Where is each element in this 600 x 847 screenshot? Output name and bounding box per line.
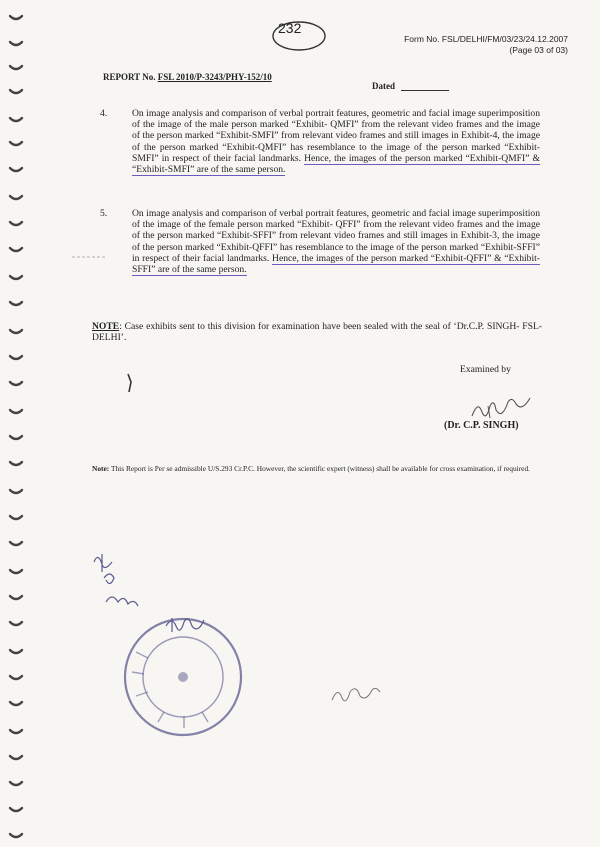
item-number: 4. [100, 108, 108, 119]
examined-by: Examined by [460, 364, 511, 375]
dated-field [372, 81, 449, 91]
signer-name: (Dr. C.P. SINGH) [444, 420, 519, 431]
note-text: : Case exhibits sent to this division for examination have been sealed with the seal of ‘Dr.C.P. SINGH- FSL-DELHI’. [92, 321, 542, 344]
item-body: On image analysis and comparison of verbal portrait features, geometric and facial image superimposition of the image of the female person marked “Exhibit- QFFI” from the relevant video frames and the image of the person marked “Exhibit-SFFI” from relevant video frames and still images in Exhibit-3, the image of the person marked “Exhibit-QFFI” has resemblance to the image of the person marked “Exhibit-SFFI” in respect of their facial landmarks. [132, 208, 540, 264]
note-paragraph [92, 321, 542, 344]
binder-holes [0, 0, 40, 847]
report-label: REPORT No. [103, 72, 156, 82]
item-number: 5. [100, 208, 108, 219]
handwritten-page-number: 232 [278, 20, 302, 36]
page-of-text: (Page 03 of 03) [509, 45, 568, 55]
pencil-mark [70, 252, 110, 262]
item-conclusion: Hence, the images of the person marked “Exhibit-QMFI” & “Exhibit-SMFI” are of the same person. [132, 152, 540, 176]
pencil-initials [328, 682, 388, 706]
item-text [132, 108, 540, 175]
footnote-text: This Report is Per se admissible U/S.293 Cr.P.C. However, the scientific expert (witness) shall be available for cross examination, if required. [110, 464, 530, 473]
form-number-text: Form No. FSL/DELHI/FM/03/23/24.12.2007 [404, 34, 568, 44]
report-number [103, 72, 272, 82]
item-body: On image analysis and comparison of verbal portrait features, geometric and facial image superimposition of the image of the male person marked “Exhibit- QMFI” from the relevant video frames and the image of the person marked “Exhibit-SMFI” from relevant video frames and still images in Exhibit-4, the image of the person marked “Exhibit-QMFI” has resemblance to the image of the person marked “Exhibit-SMFI” in respect of their facial landmarks. [132, 108, 540, 164]
finding-item-4 [100, 108, 540, 175]
report-number-value: FSL 2010/P-3243/PHY-152/10 [157, 72, 272, 82]
dated-blank-line [401, 90, 449, 91]
item-conclusion: Hence, the images of the person marked “Exhibit-QFFI” & “Exhibit-SFFI” are of the same person. [132, 252, 540, 276]
footnote-label: Note: [92, 464, 110, 473]
dated-label: Dated [372, 81, 395, 91]
finding-item-5 [100, 208, 540, 275]
pen-tick [125, 372, 135, 394]
item-text [132, 208, 540, 275]
note-label: NOTE [92, 321, 120, 332]
form-number [358, 34, 568, 56]
court-seal-stamp [118, 612, 248, 742]
footnote [92, 464, 532, 474]
